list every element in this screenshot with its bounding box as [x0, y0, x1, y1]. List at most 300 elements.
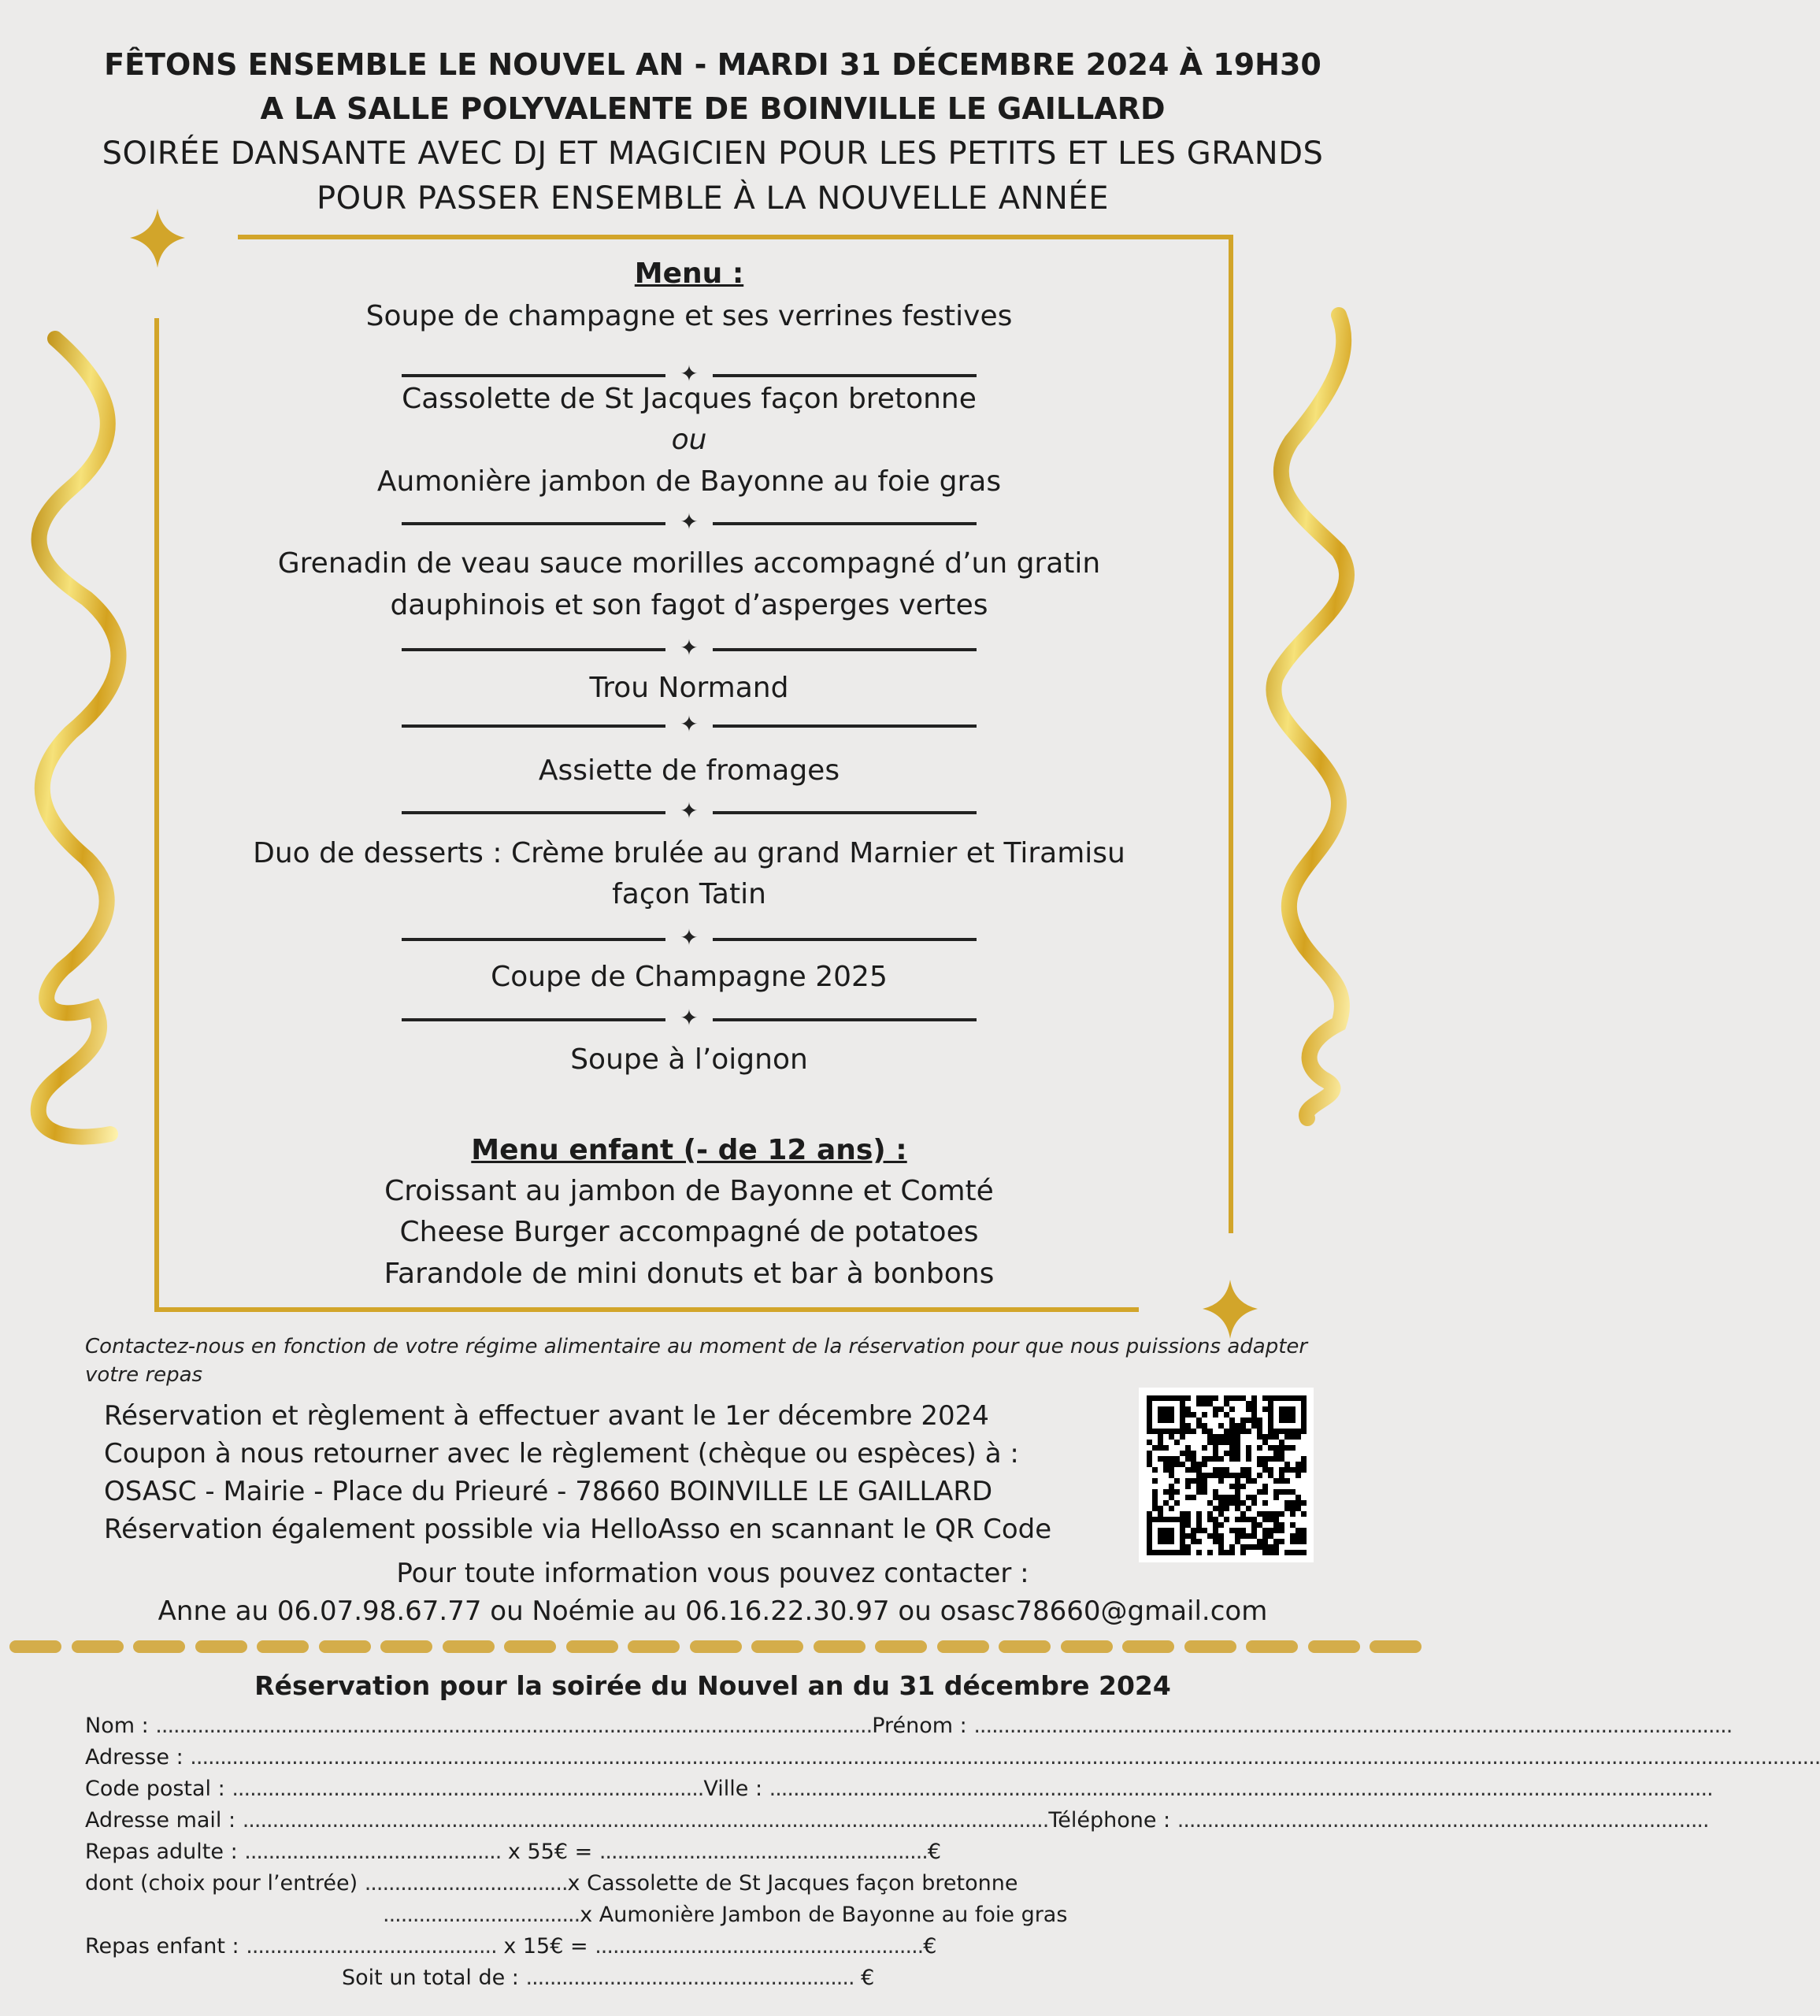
- qr-module: [1163, 1489, 1169, 1495]
- menu-item-grenadin: Grenadin de veau sauce morilles accompagné d’un gratin: [277, 547, 1101, 580]
- qr-module: [1284, 1395, 1290, 1401]
- qr-module: [1279, 1473, 1284, 1478]
- qr-module: [1196, 1478, 1202, 1484]
- menu-item-aumoniere: Aumonière jambon de Bayonne au foie gras: [376, 465, 1002, 498]
- qr-module: [1158, 1528, 1163, 1533]
- qr-module: [1158, 1533, 1163, 1539]
- qr-module: [1262, 1395, 1268, 1401]
- qr-module: [1213, 1489, 1218, 1495]
- qr-module: [1229, 1440, 1235, 1445]
- qr-module: [1147, 1544, 1152, 1550]
- qr-module: [1163, 1462, 1169, 1467]
- qr-module: [1169, 1533, 1174, 1539]
- qr-module: [1240, 1467, 1246, 1473]
- qr-module: [1246, 1429, 1251, 1434]
- qr-module: [1185, 1511, 1191, 1517]
- qr-module: [1185, 1478, 1191, 1484]
- qr-module: [1163, 1500, 1169, 1506]
- cut-dash: [380, 1640, 432, 1653]
- total-euro: €: [854, 1966, 875, 1990]
- qr-module: [1251, 1406, 1257, 1412]
- qr-module: [1191, 1528, 1196, 1533]
- qr-module: [1185, 1550, 1191, 1555]
- qr-module: [1240, 1517, 1246, 1522]
- menu-separator: ✦: [402, 931, 977, 947]
- qr-module: [1279, 1511, 1284, 1517]
- mail-field[interactable]: .......................................................................................................................................: [242, 1808, 1049, 1833]
- qr-module: [1218, 1500, 1224, 1506]
- form-row-choice-1: [85, 1868, 1017, 1899]
- qr-module: [1158, 1539, 1163, 1544]
- qr-module: [1268, 1395, 1273, 1401]
- qr-module: [1152, 1478, 1158, 1484]
- qr-module: [1295, 1528, 1301, 1533]
- qr-module: [1158, 1434, 1163, 1440]
- qr-module: [1257, 1511, 1262, 1517]
- qr-module: [1147, 1511, 1152, 1517]
- qr-module: [1284, 1406, 1290, 1412]
- qr-module: [1235, 1429, 1240, 1434]
- qr-module: [1218, 1533, 1224, 1539]
- menu-separator: ✦: [402, 367, 977, 383]
- qr-module: [1158, 1517, 1163, 1522]
- form-row-adult: [85, 1836, 941, 1868]
- qr-module: [1279, 1522, 1284, 1528]
- menu-item-desserts: Duo de desserts : Crème brulée au grand Marnier et Tiramisu: [253, 837, 1125, 869]
- qr-module: [1163, 1456, 1169, 1462]
- qr-module: [1268, 1517, 1273, 1522]
- qr-module: [1284, 1478, 1290, 1484]
- nom-field[interactable]: ........................................................................................................................: [155, 1714, 873, 1738]
- ville-field[interactable]: ..............................................................................................................................................................: [769, 1777, 1713, 1801]
- qr-module: [1174, 1500, 1180, 1506]
- qr-module: [1301, 1462, 1307, 1467]
- qr-module: [1158, 1456, 1163, 1462]
- menu-item-champagne: Coupe de Champagne 2025: [491, 961, 888, 993]
- form-row-child: [85, 1931, 936, 1962]
- menu-item-soupe-champagne: Soupe de champagne et ses verrines festives: [365, 300, 1013, 332]
- qr-module: [1147, 1440, 1152, 1445]
- qr-module: [1268, 1412, 1273, 1418]
- qr-module: [1147, 1412, 1152, 1418]
- qr-module: [1158, 1429, 1163, 1434]
- choice-1-field[interactable]: ..................................: [364, 1871, 568, 1896]
- qr-module: [1251, 1528, 1257, 1533]
- qr-module: [1284, 1429, 1290, 1434]
- qr-module: [1213, 1495, 1218, 1500]
- qr-module: [1273, 1456, 1279, 1462]
- qr-module: [1224, 1451, 1229, 1456]
- qr-module: [1218, 1478, 1224, 1484]
- streamer-right: [1273, 315, 1347, 1118]
- qr-module: [1301, 1539, 1307, 1544]
- repas-enfant-field[interactable]: ..........................................: [246, 1934, 497, 1959]
- qr-module: [1174, 1462, 1180, 1467]
- qr-module: [1180, 1522, 1185, 1528]
- qr-module: [1147, 1539, 1152, 1544]
- frame-bottom: [154, 1307, 1139, 1312]
- qr-module: [1213, 1517, 1218, 1522]
- qr-module: [1180, 1462, 1185, 1467]
- qr-module: [1169, 1495, 1174, 1500]
- qr-module: [1284, 1462, 1290, 1467]
- cut-dash: [1184, 1640, 1236, 1653]
- qr-module: [1290, 1506, 1295, 1511]
- qr-module: [1147, 1395, 1152, 1401]
- qr-module: [1152, 1445, 1158, 1451]
- qr-module: [1202, 1462, 1207, 1467]
- qr-module: [1295, 1429, 1301, 1434]
- form-row-contact: [85, 1805, 1709, 1836]
- qr-module: [1174, 1440, 1180, 1445]
- qr-module: [1235, 1445, 1240, 1451]
- qr-module: [1251, 1478, 1257, 1484]
- qr-module: [1279, 1489, 1284, 1495]
- cut-dash: [814, 1640, 866, 1653]
- qr-module: [1180, 1528, 1185, 1533]
- qr-module: [1174, 1489, 1180, 1495]
- qr-module: [1251, 1423, 1257, 1429]
- mail-label: Adresse mail :: [85, 1808, 236, 1833]
- qr-module: [1185, 1406, 1191, 1412]
- header-line-2: A LA SALLE POLYVALENTE DE BOINVILLE LE GAILLARD: [260, 91, 1166, 126]
- qr-module: [1279, 1539, 1284, 1544]
- qr-module: [1224, 1473, 1229, 1478]
- cut-dash: [257, 1640, 309, 1653]
- telephone-label: Téléphone :: [1048, 1808, 1171, 1833]
- qr-module: [1152, 1429, 1158, 1434]
- qr-module: [1273, 1550, 1279, 1555]
- qr-module: [1284, 1445, 1290, 1451]
- qr-module: [1268, 1429, 1273, 1434]
- qr-module: [1229, 1423, 1235, 1429]
- qr-module: [1202, 1395, 1207, 1401]
- menu-item-grenadin-cont: dauphinois et son fagot d’asperges vertes: [390, 589, 988, 621]
- qr-module: [1246, 1517, 1251, 1522]
- qr-code[interactable]: [1139, 1388, 1314, 1562]
- qr-module: [1147, 1550, 1152, 1555]
- qr-module: [1235, 1451, 1240, 1456]
- qr-module: [1290, 1445, 1295, 1451]
- qr-module: [1191, 1412, 1196, 1418]
- qr-module: [1284, 1506, 1290, 1511]
- form-row-total: [342, 1962, 874, 1994]
- qr-module: [1240, 1423, 1246, 1429]
- qr-module: [1229, 1434, 1235, 1440]
- streamer-left: [39, 339, 119, 1137]
- adult-total-field[interactable]: .......................................................: [599, 1840, 928, 1864]
- qr-module: [1268, 1418, 1273, 1423]
- qr-module: [1174, 1550, 1180, 1555]
- qr-module: [1229, 1406, 1235, 1412]
- qr-module: [1163, 1445, 1169, 1451]
- qr-module: [1251, 1418, 1257, 1423]
- qr-module: [1207, 1434, 1213, 1440]
- qr-module: [1218, 1473, 1224, 1478]
- qr-module: [1218, 1467, 1224, 1473]
- qr-module: [1169, 1489, 1174, 1495]
- qr-module: [1279, 1440, 1284, 1445]
- qr-module: [1229, 1429, 1235, 1434]
- qr-module: [1224, 1495, 1229, 1500]
- qr-module: [1152, 1495, 1158, 1500]
- qr-module: [1257, 1539, 1262, 1544]
- qr-module: [1301, 1401, 1307, 1406]
- child-total-field[interactable]: .......................................................: [595, 1934, 924, 1959]
- qr-module: [1251, 1522, 1257, 1528]
- qr-module: [1251, 1544, 1257, 1550]
- prenom-field[interactable]: ...............................................................................................................................: [973, 1714, 1733, 1738]
- qr-module: [1290, 1395, 1295, 1401]
- qr-module: [1295, 1467, 1301, 1473]
- qr-module: [1169, 1550, 1174, 1555]
- qr-module: [1158, 1418, 1163, 1423]
- qr-module: [1279, 1528, 1284, 1533]
- qr-module: [1240, 1473, 1246, 1478]
- menu-separator: ✦: [402, 641, 977, 657]
- qr-module: [1273, 1528, 1279, 1533]
- code-postal-field[interactable]: ...............................................................................: [232, 1777, 704, 1801]
- qr-module: [1262, 1467, 1268, 1473]
- qr-module: [1240, 1395, 1246, 1401]
- qr-module: [1290, 1550, 1295, 1555]
- qr-module: [1213, 1522, 1218, 1528]
- qr-module: [1246, 1506, 1251, 1511]
- qr-module: [1218, 1544, 1224, 1550]
- qr-module: [1174, 1429, 1180, 1434]
- qr-module: [1246, 1456, 1251, 1462]
- qr-module: [1246, 1473, 1251, 1478]
- choice-2-field[interactable]: .................................: [383, 1903, 580, 1927]
- qr-module: [1169, 1528, 1174, 1533]
- cut-dash: [875, 1640, 927, 1653]
- qr-module: [1202, 1445, 1207, 1451]
- qr-module: [1290, 1539, 1295, 1544]
- qr-module: [1273, 1478, 1279, 1484]
- qr-module: [1301, 1423, 1307, 1429]
- qr-module: [1196, 1539, 1202, 1544]
- qr-module: [1284, 1467, 1290, 1473]
- menu-separator: ✦: [402, 515, 977, 531]
- qr-module: [1218, 1550, 1224, 1555]
- qr-module: [1251, 1395, 1257, 1401]
- adresse-field[interactable]: .................................................................................................................................................................................................................................................................................: [190, 1745, 1820, 1770]
- qr-module: [1257, 1429, 1262, 1434]
- qr-module: [1152, 1467, 1158, 1473]
- menu-item-fromages: Assiette de fromages: [538, 754, 840, 787]
- qr-module: [1268, 1511, 1273, 1517]
- qr-module: [1169, 1467, 1174, 1473]
- qr-module: [1213, 1456, 1218, 1462]
- qr-module: [1185, 1517, 1191, 1522]
- qr-module: [1207, 1511, 1213, 1517]
- qr-module: [1218, 1495, 1224, 1500]
- qr-module: [1169, 1395, 1174, 1401]
- qr-module: [1163, 1550, 1169, 1555]
- qr-module: [1180, 1539, 1185, 1544]
- qr-module: [1163, 1533, 1169, 1539]
- qr-module: [1229, 1550, 1235, 1555]
- qr-module: [1152, 1395, 1158, 1401]
- qr-module: [1180, 1395, 1185, 1401]
- qr-module: [1295, 1495, 1301, 1500]
- qr-module: [1268, 1434, 1273, 1440]
- qr-module: [1169, 1473, 1174, 1478]
- qr-module: [1246, 1406, 1251, 1412]
- qr-module: [1262, 1434, 1268, 1440]
- qr-module: [1284, 1500, 1290, 1506]
- qr-module: [1163, 1539, 1169, 1544]
- qr-module: [1301, 1533, 1307, 1539]
- cut-dash: [1061, 1640, 1113, 1653]
- qr-module: [1279, 1412, 1284, 1418]
- qr-module: [1251, 1533, 1257, 1539]
- qr-module: [1279, 1467, 1284, 1473]
- qr-module: [1224, 1517, 1229, 1522]
- qr-module: [1185, 1484, 1191, 1489]
- qr-module: [1279, 1429, 1284, 1434]
- qr-module: [1196, 1473, 1202, 1478]
- qr-module: [1163, 1395, 1169, 1401]
- qr-module: [1152, 1489, 1158, 1495]
- qr-module: [1147, 1406, 1152, 1412]
- qr-module: [1213, 1434, 1218, 1440]
- qr-module: [1268, 1550, 1273, 1555]
- qr-module: [1196, 1467, 1202, 1473]
- qr-module: [1284, 1550, 1290, 1555]
- cut-dash: [319, 1640, 371, 1653]
- qr-module: [1257, 1418, 1262, 1423]
- nom-label: Nom :: [85, 1714, 149, 1738]
- qr-module: [1213, 1395, 1218, 1401]
- qr-module: [1180, 1517, 1185, 1522]
- qr-module: [1273, 1517, 1279, 1522]
- qr-module: [1257, 1462, 1262, 1467]
- qr-module: [1218, 1539, 1224, 1544]
- qr-module: [1273, 1539, 1279, 1544]
- qr-module: [1229, 1495, 1235, 1500]
- cut-dash: [443, 1640, 495, 1653]
- qr-module: [1207, 1500, 1213, 1506]
- qr-module: [1180, 1429, 1185, 1434]
- qr-module: [1295, 1539, 1301, 1544]
- qr-module: [1207, 1395, 1213, 1401]
- qr-module: [1240, 1429, 1246, 1434]
- qr-module: [1158, 1412, 1163, 1418]
- qr-module: [1196, 1522, 1202, 1528]
- qr-module: [1268, 1423, 1273, 1429]
- qr-module: [1163, 1429, 1169, 1434]
- qr-module: [1191, 1539, 1196, 1544]
- qr-module: [1251, 1495, 1257, 1500]
- contact-details: Anne au 06.07.98.67.77 ou Noémie au 06.16.22.30.97 ou osasc78660@gmail.com: [158, 1595, 1268, 1627]
- qr-module: [1295, 1506, 1301, 1511]
- qr-module: [1202, 1423, 1207, 1429]
- header-line-4: POUR PASSER ENSEMBLE À LA NOUVELLE ANNÉE: [317, 180, 1109, 217]
- qr-module: [1279, 1451, 1284, 1456]
- qr-module: [1246, 1495, 1251, 1500]
- qr-module: [1246, 1478, 1251, 1484]
- qr-module: [1218, 1456, 1224, 1462]
- qr-module: [1235, 1489, 1240, 1495]
- qr-module: [1262, 1539, 1268, 1544]
- qr-module: [1301, 1511, 1307, 1517]
- qr-module: [1257, 1434, 1262, 1440]
- qr-module: [1202, 1456, 1207, 1462]
- qr-module: [1273, 1434, 1279, 1440]
- qr-module: [1202, 1478, 1207, 1484]
- menu-item-or: ou: [671, 424, 707, 456]
- total-field[interactable]: .......................................................: [525, 1966, 854, 1990]
- code-postal-label: Code postal :: [85, 1777, 225, 1801]
- qr-module: [1196, 1550, 1202, 1555]
- qr-module: [1301, 1500, 1307, 1506]
- qr-module: [1147, 1456, 1152, 1462]
- qr-module: [1235, 1456, 1240, 1462]
- qr-module: [1235, 1484, 1240, 1489]
- qr-module: [1213, 1533, 1218, 1539]
- qr-module: [1257, 1489, 1262, 1495]
- qr-module: [1169, 1456, 1174, 1462]
- qr-module: [1196, 1395, 1202, 1401]
- qr-module: [1185, 1544, 1191, 1550]
- qr-module: [1180, 1434, 1185, 1440]
- qr-module: [1191, 1451, 1196, 1456]
- qr-module: [1240, 1418, 1246, 1423]
- qr-module: [1257, 1522, 1262, 1528]
- frame-left: [154, 318, 159, 1312]
- qr-module: [1152, 1500, 1158, 1506]
- sparkle-bottom-right-icon: [1203, 1280, 1258, 1339]
- qr-module: [1229, 1484, 1235, 1489]
- qr-module: [1191, 1495, 1196, 1500]
- qr-module: [1229, 1473, 1235, 1478]
- qr-module: [1147, 1451, 1152, 1456]
- qr-module: [1251, 1517, 1257, 1522]
- qr-module: [1218, 1434, 1224, 1440]
- qr-module: [1279, 1406, 1284, 1412]
- cut-dash: [504, 1640, 556, 1653]
- qr-module: [1290, 1489, 1295, 1495]
- qr-module: [1218, 1511, 1224, 1517]
- qr-module: [1191, 1429, 1196, 1434]
- qr-module: [1246, 1467, 1251, 1473]
- qr-module: [1229, 1451, 1235, 1456]
- qr-module: [1158, 1550, 1163, 1555]
- qr-module: [1235, 1495, 1240, 1500]
- qr-module: [1207, 1473, 1213, 1478]
- qr-module: [1224, 1506, 1229, 1511]
- qr-module: [1191, 1533, 1196, 1539]
- cut-dash: [628, 1640, 680, 1653]
- qr-module: [1273, 1544, 1279, 1550]
- qr-module: [1290, 1533, 1295, 1539]
- qr-module: [1147, 1462, 1152, 1467]
- qr-module: [1196, 1418, 1202, 1423]
- child-price: x 15€ =: [503, 1934, 588, 1959]
- header-line-1: FÊTONS ENSEMBLE LE NOUVEL AN - MARDI 31 DÉCEMBRE 2024 À 19H30: [104, 47, 1321, 82]
- repas-adulte-field[interactable]: ...........................................: [244, 1840, 502, 1864]
- qr-module: [1196, 1423, 1202, 1429]
- qr-module: [1268, 1445, 1273, 1451]
- qr-module: [1185, 1522, 1191, 1528]
- qr-module: [1290, 1467, 1295, 1473]
- qr-module: [1152, 1550, 1158, 1555]
- telephone-field[interactable]: .........................................................................................: [1177, 1808, 1709, 1833]
- qr-module: [1158, 1440, 1163, 1445]
- dietary-note: Contactez-nous en fonction de votre régime alimentaire au moment de la réservation pour que nous puissions adapter votre repas: [85, 1335, 1308, 1387]
- qr-module: [1185, 1412, 1191, 1418]
